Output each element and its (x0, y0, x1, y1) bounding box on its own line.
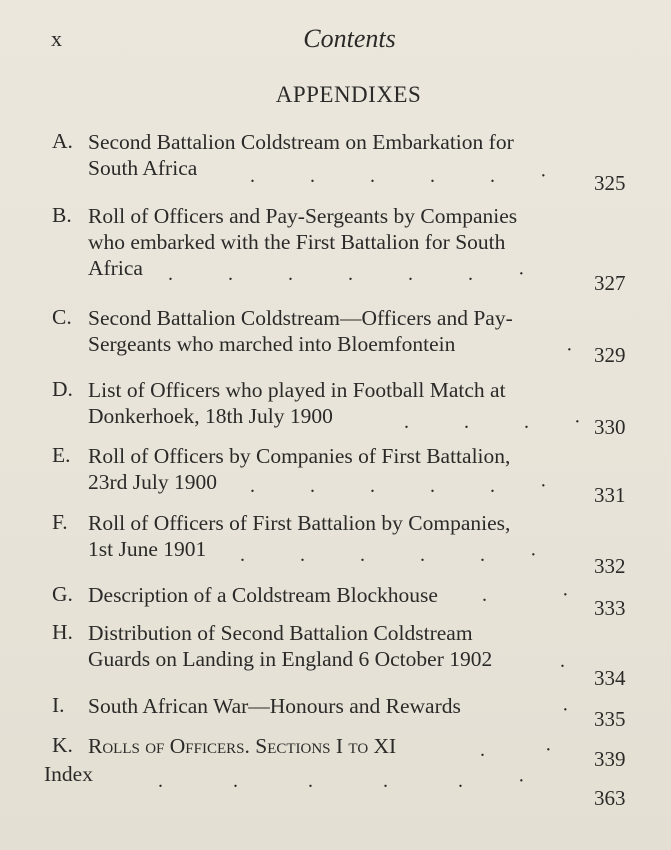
entry-title-line: South African War—Honours and Rewards (88, 694, 461, 718)
entry-page: 329 (594, 343, 626, 367)
entry-title (88, 305, 588, 357)
entry-page: 339 (594, 747, 626, 771)
running-head: Contents (303, 24, 396, 53)
entry-title (88, 693, 588, 719)
entry-title-line: Sergeants who marched into Bloemfontein (88, 332, 456, 356)
entry-title-line: 1st June 1901 (88, 537, 207, 561)
entry-letter: I. (52, 693, 65, 717)
entry-page: 325 (594, 171, 626, 195)
dot-leader: . (560, 650, 565, 672)
dot-leader: . . . . . · (240, 544, 537, 566)
entry-page: 327 (594, 271, 626, 295)
entry-page: 332 (594, 554, 626, 578)
entry-letter: D. (52, 377, 73, 401)
entry-title-line: Guards on Landing in England 6 October 1902 (88, 647, 493, 671)
entry-title-line: Description of a Coldstream Blockhouse (88, 583, 438, 607)
entry-letter: F. (52, 510, 68, 534)
section-title: APPENDIXES (275, 82, 422, 107)
entry-page: 363 (594, 786, 626, 810)
entry-page: 333 (594, 596, 626, 620)
entry-title-line: List of Officers who played in Football Match at (88, 378, 506, 402)
entry-title-line: 23rd July 1900 (88, 470, 217, 494)
page-number: x (51, 26, 63, 51)
entry-page: 330 (594, 415, 626, 439)
dot-leader: . . . . . · (250, 165, 547, 187)
index-label: Index (44, 762, 93, 786)
entry-letter: B. (52, 203, 72, 227)
entry-title-line: South Africa (88, 156, 198, 180)
dot-leader: . . . . . · (158, 770, 525, 792)
entry-letter: E. (52, 443, 71, 467)
entry-letter: G. (52, 582, 73, 606)
dot-leader: · (566, 339, 573, 361)
entry-title-line: Second Battalion Coldstream on Embarkation for (88, 130, 514, 154)
dot-leader: . . . . . . · (168, 263, 525, 285)
entry-title-line: Roll of Officers of First Battalion by Companies, (88, 511, 511, 535)
dot-leader: . · (480, 739, 552, 761)
entry-title-line: Roll of Officers and Pay-Sergeants by Companies (88, 204, 518, 228)
entry-letter: C. (52, 305, 72, 329)
entry-page: 335 (594, 707, 626, 731)
entry-letter: A. (52, 129, 73, 153)
dot-leader: . . . · (404, 411, 581, 433)
entry-letter: H. (52, 620, 73, 644)
dot-leader: . . . . . · (250, 475, 547, 497)
entry-title-line: Rolls of Officers. Sections I to XI (88, 734, 397, 758)
entry-letter: K. (52, 733, 73, 757)
dot-leader: · (562, 699, 569, 721)
entry-title-line: Second Battalion Coldstream—Officers and Pay- (88, 306, 513, 330)
entry-title-line: Donkerhoek, 18th July 1900 (88, 404, 333, 428)
entry-page: 334 (594, 666, 626, 690)
entry-title-line: who embarked with the First Battalion for South (88, 230, 506, 254)
entry-title (88, 620, 588, 672)
entry-title-line: Africa (88, 256, 143, 280)
entry-title-line: Roll of Officers by Companies of First Battalion, (88, 444, 511, 468)
entry-page: 331 (594, 483, 626, 507)
dot-leader: . · (482, 584, 569, 606)
entry-title-line: Distribution of Second Battalion Coldstream (88, 621, 473, 645)
